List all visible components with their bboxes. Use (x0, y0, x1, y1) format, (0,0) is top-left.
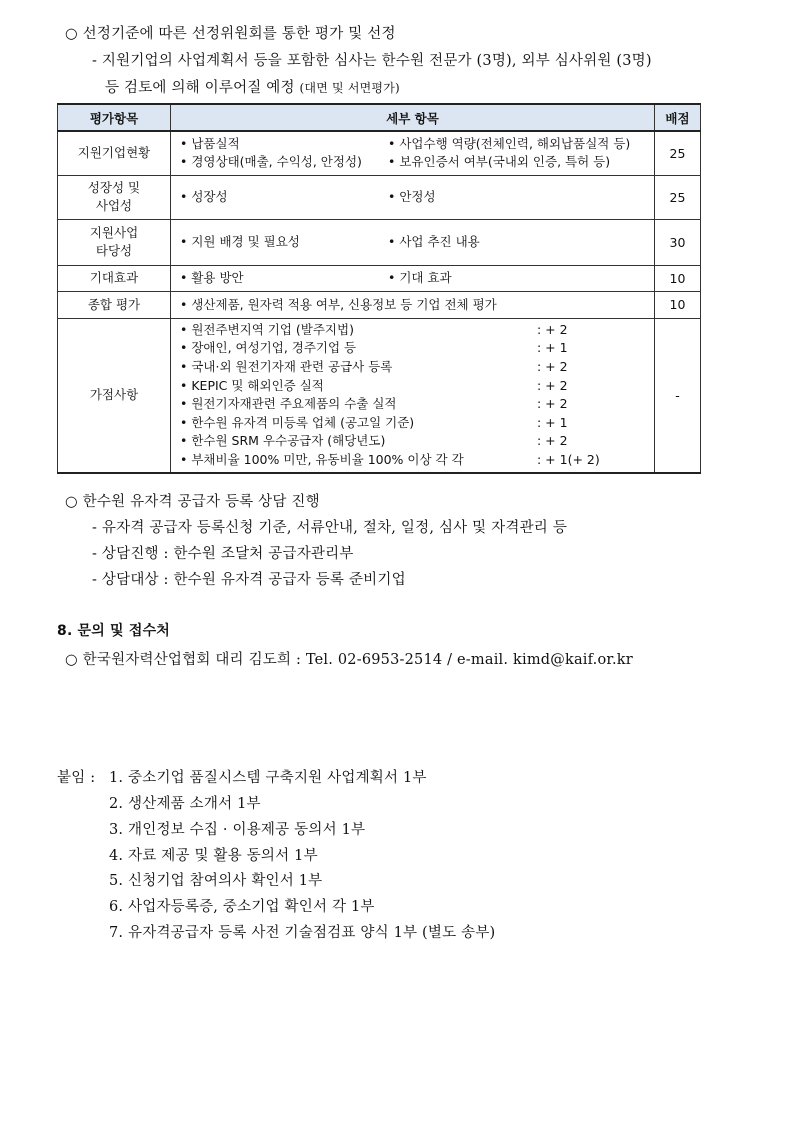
row-details (171, 265, 655, 291)
intro-detail-text: 등 검토에 의해 이루어질 예정 (105, 80, 295, 96)
detail-item: • 기대 효과 (388, 270, 452, 285)
row-score: 25 (655, 131, 701, 175)
detail-item: • 사업 추진 내용 (388, 234, 480, 249)
attachment-item: 6. 사업자등록증, 중소기업 확인서 각 1부 (109, 899, 375, 915)
bullet-circle: ○ (65, 26, 78, 42)
row-category (58, 175, 171, 219)
detail-item: • 보유인증서 여부(국내외 인증, 특허 등) (388, 154, 611, 170)
bonus-points: : + 2 (537, 396, 568, 412)
section-heading: 8. 문의 및 접수처 (57, 623, 171, 639)
category-line: 지원사업 (89, 225, 139, 240)
consult-item: - 상담진행 : 한수원 조달처 공급자관리부 (92, 546, 354, 562)
row-category: 가점사항 (58, 318, 171, 473)
detail-item: • 경영상태(매출, 수익성, 안정성) (180, 154, 362, 170)
bonus-item: • 국내·외 원전기자재 관련 공급사 등록 (180, 359, 393, 375)
category-line: 사업성 (95, 198, 133, 213)
intro-detail-note: (대면 및 서면평가) (299, 81, 400, 95)
row-score: - (655, 318, 701, 473)
detail-item: • 안정성 (388, 189, 436, 204)
table-header-row (58, 104, 701, 131)
bonus-item: • KEPIC 및 해외인증 실적 (180, 377, 324, 393)
row-details (171, 131, 655, 175)
intro-detail-line2 (105, 76, 400, 97)
bonus-points: : + 1(+ 2) (537, 452, 600, 468)
attachment-item: 4. 자료 제공 및 활용 동의서 1부 (109, 848, 318, 864)
bonus-item: • 장애인, 여성기업, 경주기업 등 (180, 340, 357, 356)
row-category: 지원기업현황 (58, 131, 171, 175)
intro-heading (65, 22, 396, 43)
bonus-item: • 원전주변지역 기업 (발주지법) (180, 321, 354, 337)
consult-title: 한수원 유자격 공급자 등록 상담 진행 (82, 494, 320, 510)
row-category: 기대효과 (58, 265, 171, 291)
bonus-points: : + 1 (537, 340, 568, 356)
bullet-circle: ○ (65, 652, 78, 668)
bonus-points: : + 2 (537, 433, 568, 449)
detail-item: • 납품실적 (180, 136, 240, 152)
detail-item: • 생산제품, 원자력 적용 여부, 신용정보 등 기업 전체 평가 (180, 296, 497, 312)
attachment-item: 5. 신청기업 참여의사 확인서 1부 (109, 873, 323, 889)
category-line: 성장성 및 (87, 180, 141, 195)
attachments-label: 붙임 : (57, 770, 96, 786)
bonus-points: : + 1 (537, 414, 568, 430)
attachment-item: 7. 유자격공급자 등록 사전 기술점검표 양식 1부 (별도 송부) (109, 925, 496, 941)
consult-item: - 유자격 공급자 등록신청 기준, 서류안내, 절차, 일정, 심사 및 자격관리 등 (92, 520, 568, 536)
attachment-item: 3. 개인정보 수집 · 이용제공 동의서 1부 (109, 822, 366, 838)
intro-title: 선정기준에 따른 선정위원회를 통한 평가 및 선정 (82, 26, 396, 42)
header-category: 평가항목 (58, 104, 171, 131)
bonus-details (171, 318, 655, 473)
row-score: 10 (655, 265, 701, 291)
bonus-item: • 한수원 SRM 우수공급자 (해당년도) (180, 433, 386, 449)
bonus-points: : + 2 (537, 377, 568, 393)
table-row (58, 265, 701, 291)
header-details: 세부 항목 (171, 104, 655, 131)
bonus-item: • 한수원 유자격 미등록 업체 (공고일 기준) (180, 414, 415, 430)
bonus-item: • 원전기자재관련 주요제품의 수출 실적 (180, 396, 397, 412)
row-score: 25 (655, 175, 701, 219)
row-details (171, 291, 655, 318)
row-category (58, 219, 171, 265)
detail-item: • 지원 배경 및 필요성 (180, 234, 300, 249)
contact-line (65, 648, 633, 669)
consult-heading (65, 490, 320, 511)
row-score: 30 (655, 219, 701, 265)
row-details (171, 219, 655, 265)
attachment-item: 1. 중소기업 품질시스템 구축지원 사업계획서 1부 (109, 770, 427, 786)
bonus-points: : + 2 (537, 359, 568, 375)
attachment-item: 2. 생산제품 소개서 1부 (109, 796, 261, 812)
contact-info: 한국원자력산업협회 대리 김도희 : Tel. 02-6953-2514 / e-mail. kimd@kaif.or.kr (82, 652, 633, 668)
intro-detail-line1: - 지원기업의 사업계획서 등을 포함한 심사는 한수원 전문가 (3명), 외부 심사위원 (3명) (92, 53, 652, 69)
row-category: 종합 평가 (58, 291, 171, 318)
bullet-circle: ○ (65, 494, 78, 510)
row-details (171, 175, 655, 219)
detail-item: • 활용 방안 (180, 270, 244, 285)
table-row (58, 291, 701, 318)
detail-item: • 성장성 (180, 189, 228, 204)
table-row (58, 131, 701, 175)
bonus-points: : + 2 (537, 321, 568, 337)
detail-item: • 사업수행 역량(전체인력, 해외납품실적 등) (388, 136, 631, 152)
category-line: 타당성 (95, 243, 133, 258)
consult-item: - 상담대상 : 한수원 유자격 공급자 등록 준비기업 (92, 572, 406, 588)
table-row (58, 175, 701, 219)
header-score: 배점 (655, 104, 701, 131)
evaluation-table (57, 103, 701, 474)
bonus-item: • 부채비율 100% 미만, 유동비율 100% 이상 각 각 (180, 452, 464, 468)
table-row (58, 219, 701, 265)
row-score: 10 (655, 291, 701, 318)
table-row-bonus (58, 318, 701, 473)
